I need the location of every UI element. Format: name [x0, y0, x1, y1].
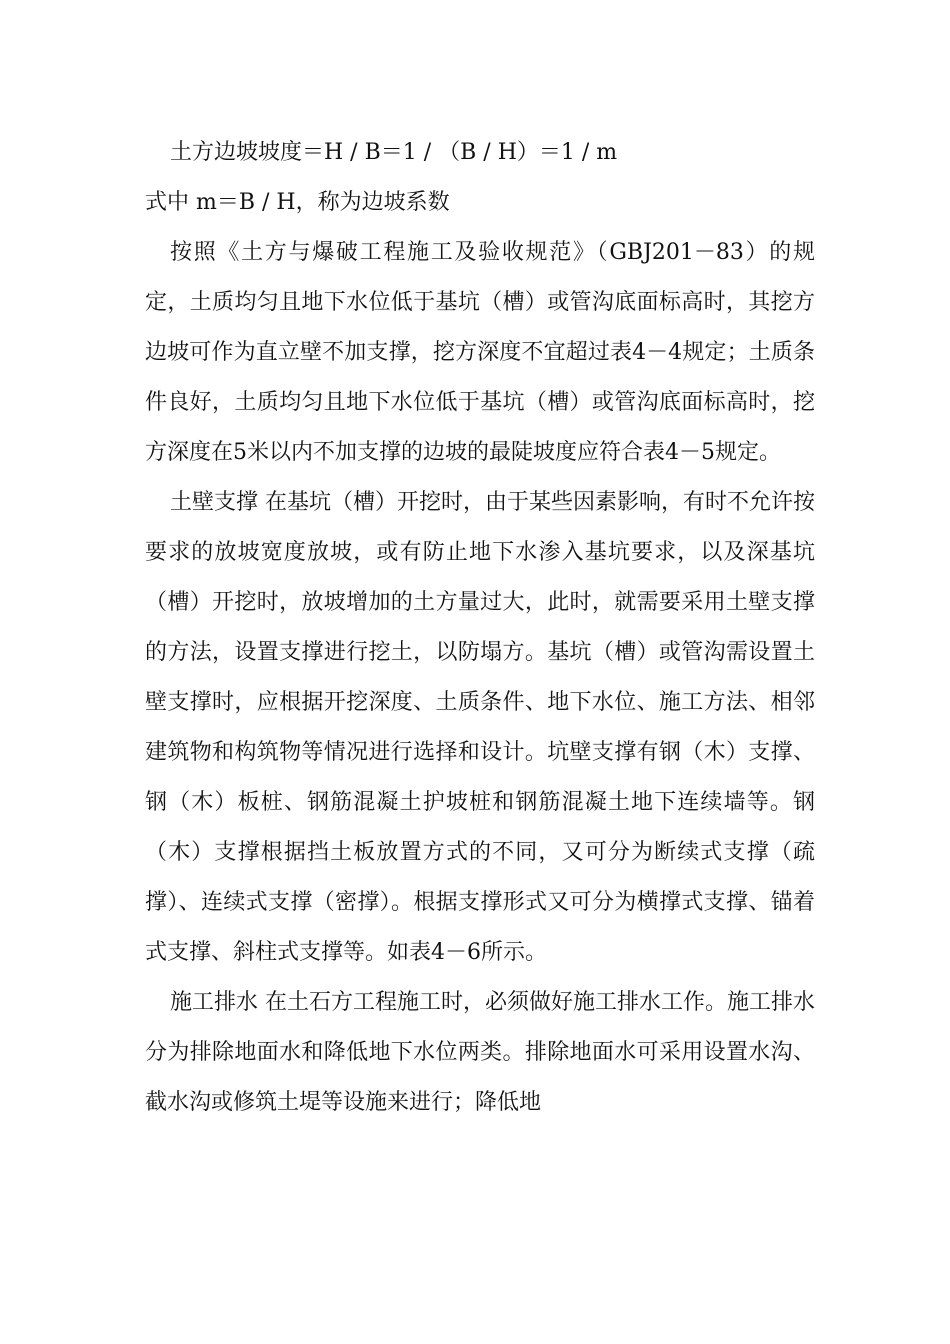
paragraph-construction-drainage: 施工排水 在土石方工程施工时，必须做好施工排水工作。施工排水分为排除地面水和降低地下水位两类。排除地面水可采用设置水沟、截水沟或修筑土堤等设施来进行；降低地: [145, 990, 815, 1115]
formula-explanation: 式中 m＝B / H，称为边坡系数: [145, 190, 450, 215]
document-page: [145, 128, 815, 1128]
paragraph-standard-reference: 按照《土方与爆破工程施工及验收规范》（GBJ201－83）的规定，土质均匀且地下水位低于基坑（槽）或管沟底面标高时，其挖方边坡可作为直立壁不加支撑，挖方深度不宜超过表4－4规定；土质条件良好，土质均匀且地下水位低于基坑（槽）或管沟底面标高时，挖方深度在5米以内不加支撑的边坡的最陡坡度应符合表4－5规定。: [145, 240, 815, 465]
formula-line: 土方边坡坡度＝H / B＝1 / （B / H）＝1 / m: [170, 140, 618, 165]
paragraph-earth-wall-support: 土壁支撑 在基坑（槽）开挖时，由于某些因素影响，有时不允许按要求的放坡宽度放坡，或有防止地下水渗入基坑要求，以及深基坑（槽）开挖时，放坡增加的土方量过大，此时，就需要采用土壁支撑的方法，设置支撑进行挖土，以防塌方。基坑（槽）或管沟需设置土壁支撑时，应根据开挖深度、土质条件、地下水位、施工方法、相邻建筑物和构筑物等情况进行选择和设计。坑壁支撑有钢（木）支撑、钢（木）板桩、钢筋混凝土护坡桩和钢筋混凝土地下连续墙等。钢（木）支撑根据挡土板放置方式的不同，又可分为断续式支撑（疏撑）、连续式支撑（密撑）。根据支撑形式又可分为横撑式支撑、锚着式支撑、斜柱式支撑等。如表4－6所示。: [145, 490, 815, 965]
